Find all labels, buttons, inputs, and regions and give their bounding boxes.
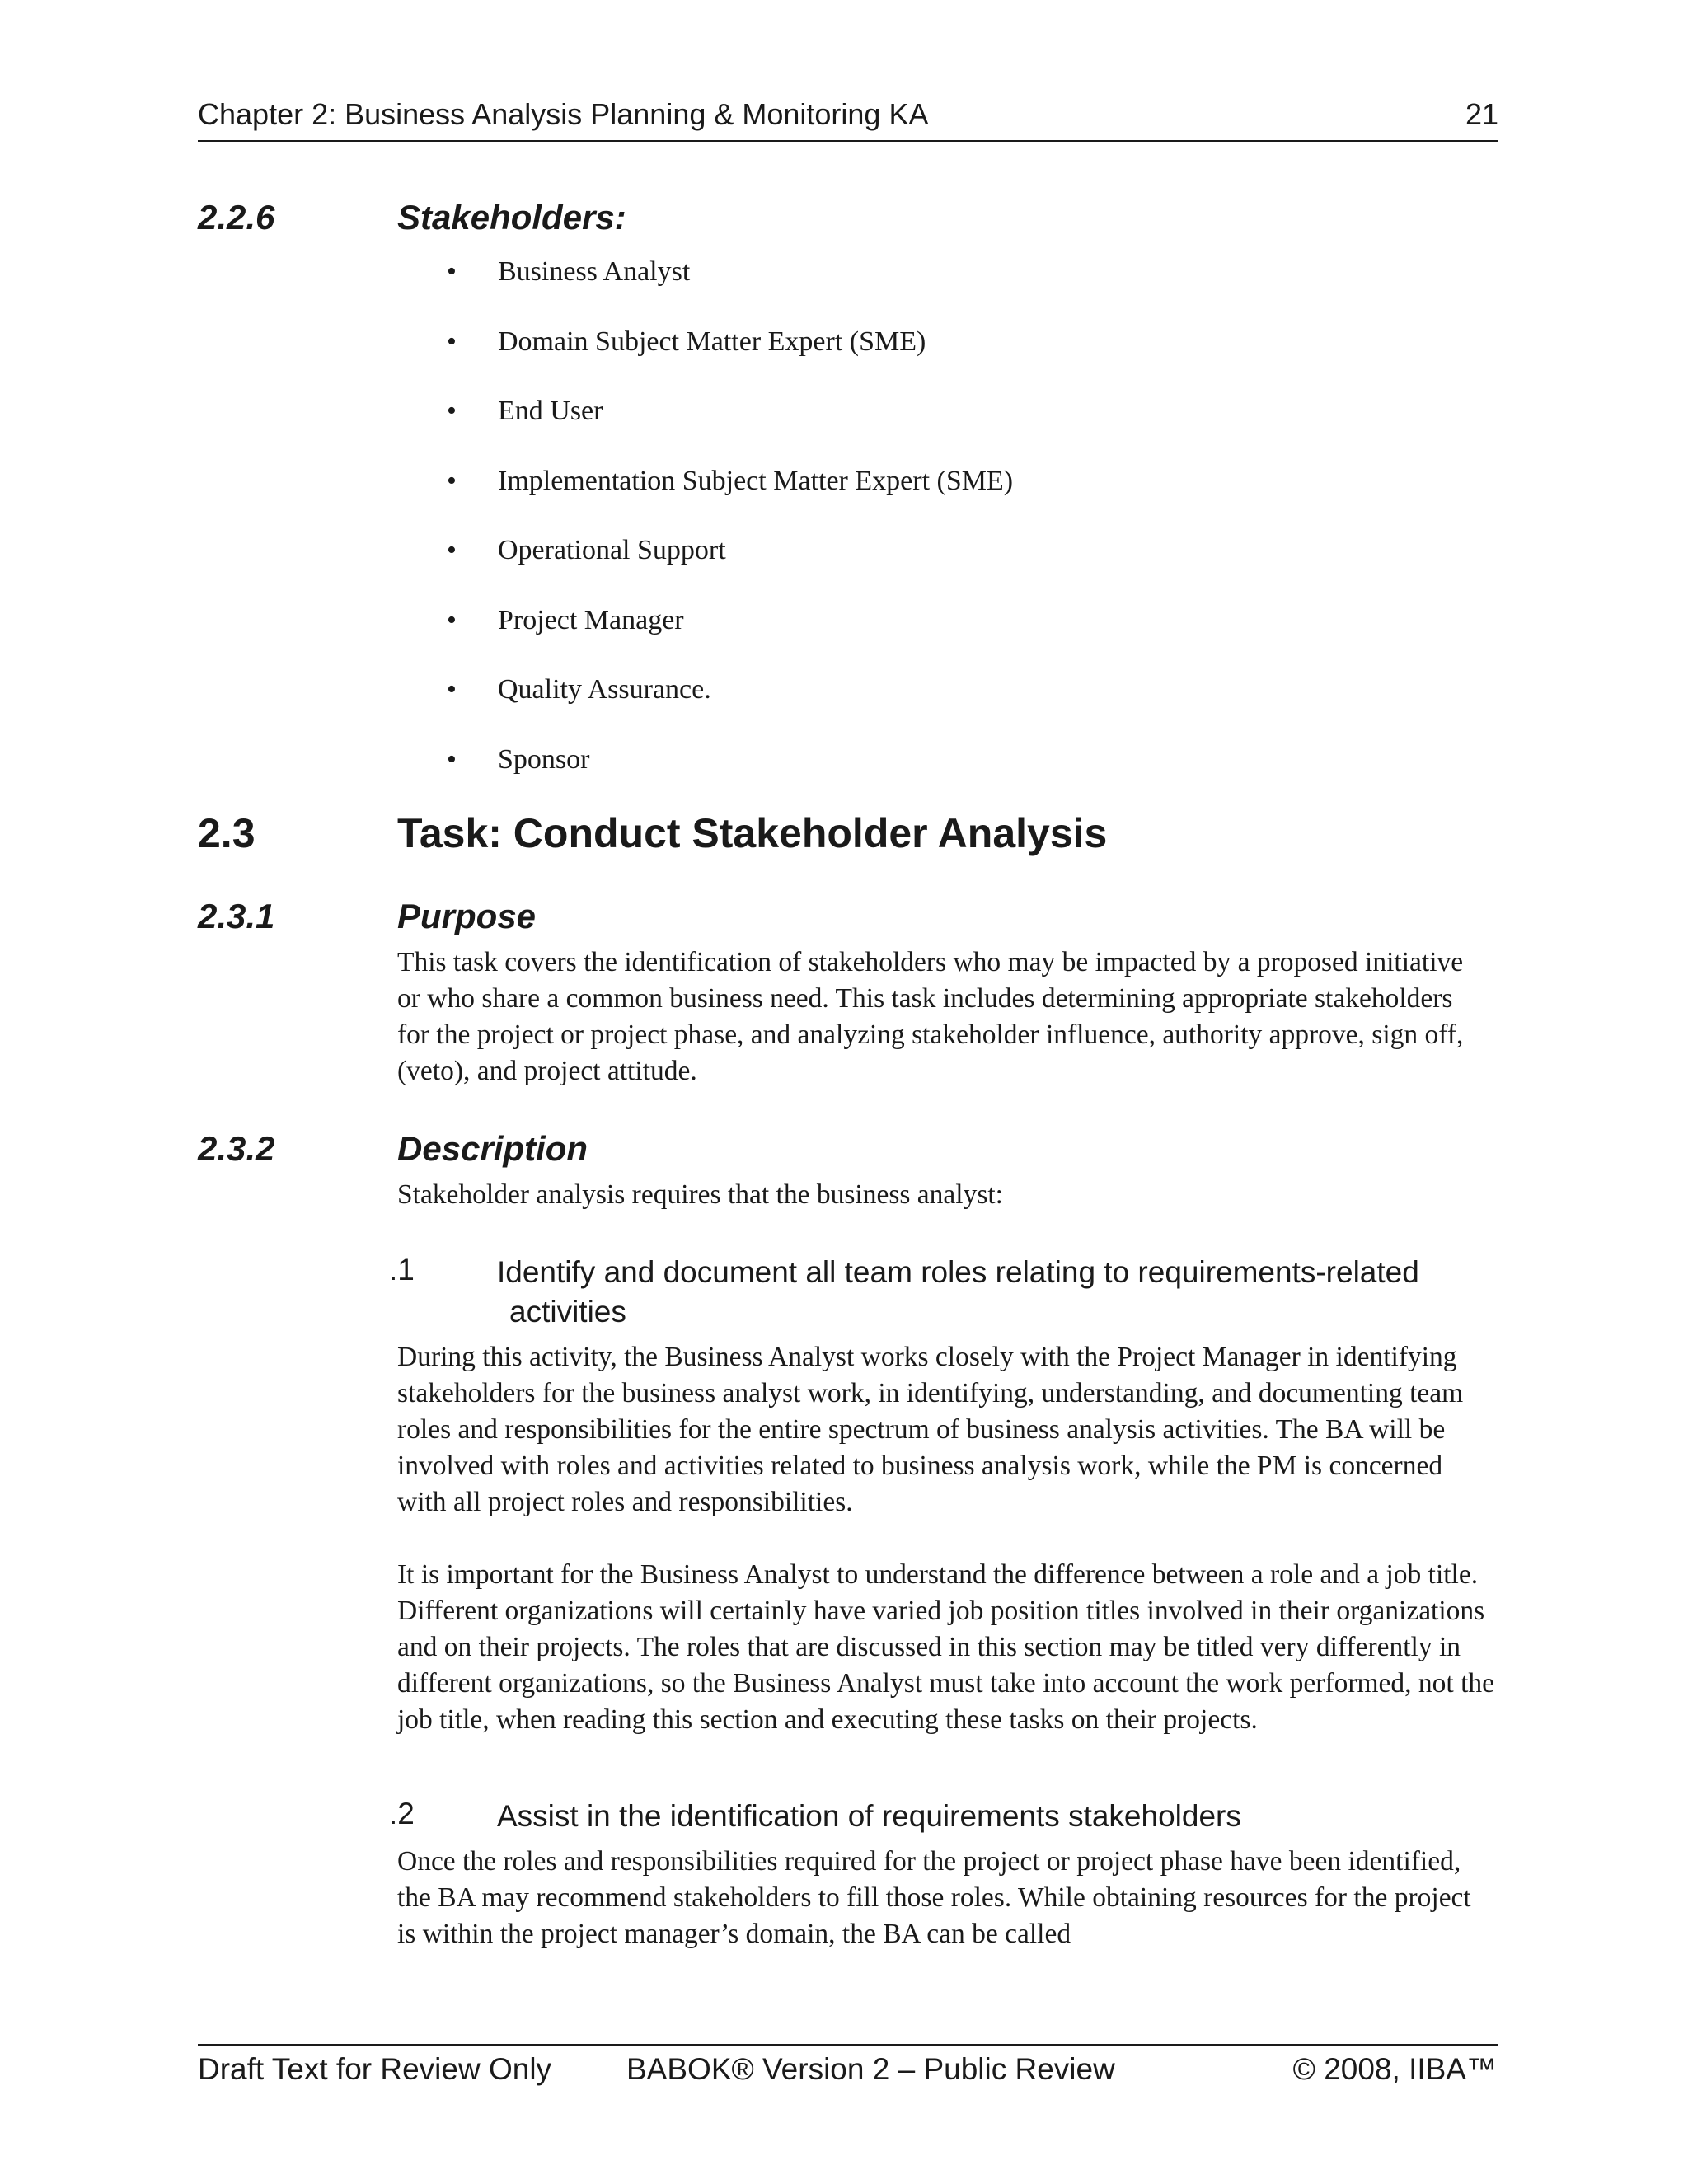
subsection-title-line: Identify and document all team roles relating to requirements-related xyxy=(497,1255,1419,1289)
header-rule xyxy=(198,140,1498,142)
subsection-title-2: Assist in the identification of requirements stakeholders xyxy=(497,1799,1241,1833)
list-item-label: Operational Support xyxy=(498,535,726,565)
section-number-2-3-1: 2.3.1 xyxy=(198,897,275,935)
list-item xyxy=(397,458,1013,528)
section-title-purpose: Purpose xyxy=(397,897,537,935)
list-item xyxy=(397,737,1013,807)
page-number: 21 xyxy=(1465,97,1498,131)
footer-draft-note: Draft Text for Review Only xyxy=(198,2052,552,2086)
bullet-icon: • xyxy=(447,465,457,496)
purpose-paragraph: This task covers the identification of stakeholders who may be impacted by a proposed initiative or who share a common business need. This task includes determining appropriate stakeholders for the project or project phase, and analyzing stakeholder influence, authority approve, sign off, (veto), and project attitude. xyxy=(397,947,1464,1086)
footer-version: BABOK® Version 2 – Public Review xyxy=(626,2052,1115,2086)
bullet-icon: • xyxy=(447,743,457,775)
list-item xyxy=(397,319,1013,389)
roles-paragraph-2: It is important for the Business Analyst to understand the difference between a role and a job title. Different organizations will certainly have varied job position titles involved in their organizations and on their projects. The roles that are discussed in this section may be titled very differently in different organizations, so the Business Analyst must take into account the work performed, not the job title, when reading this section and executing these tasks on their projects. xyxy=(397,1559,1495,1735)
bullet-icon: • xyxy=(447,674,457,705)
list-item-label: Project Manager xyxy=(498,604,684,635)
list-item xyxy=(397,667,1013,737)
subsection-number-1: .1 xyxy=(389,1253,415,1286)
footer-rule xyxy=(198,2044,1498,2046)
roles-paragraph-1: During this activity, the Business Analyst works closely with the Project Manager in identifying stakeholders for the business analyst work, in identifying, understanding, and documenting team roles and responsibilities for the entire spectrum of business analysis activities. The BA will be involved with roles and activities related to business analysis work, while the PM is concerned with all project roles and responsibilities. xyxy=(397,1342,1464,1517)
subsection-title-1 xyxy=(497,1253,1486,1332)
list-item xyxy=(397,527,1013,598)
task-title: Task: Conduct Stakeholder Analysis xyxy=(397,810,1108,856)
bullet-icon: • xyxy=(447,604,457,635)
chapter-title: Chapter 2: Business Analysis Planning & Monitoring KA xyxy=(198,97,929,131)
section-title-stakeholders: Stakeholders: xyxy=(397,198,626,237)
bullet-icon: • xyxy=(447,535,457,565)
subsection-title-line: activities xyxy=(509,1295,626,1329)
list-item-label: Quality Assurance. xyxy=(498,674,711,705)
task-number-2-3: 2.3 xyxy=(198,810,256,856)
bullet-icon: • xyxy=(447,256,457,287)
section-title-description: Description xyxy=(397,1129,588,1168)
running-header xyxy=(198,97,1498,132)
subsection-number-2: .2 xyxy=(389,1797,415,1830)
list-item xyxy=(397,388,1013,458)
stakeholders-paragraph: Once the roles and responsibilities required for the project or project phase have been identified, the BA may recommend stakeholders to fill those roles. While obtaining resources for the project is within the project manager’s domain, the BA can be called xyxy=(397,1846,1471,1949)
description-intro: Stakeholder analysis requires that the business analyst: xyxy=(397,1179,1003,1210)
list-item-label: Business Analyst xyxy=(498,256,691,287)
footer-copyright: © 2008, IIBA™ xyxy=(1292,2052,1497,2086)
list-item-label: Implementation Subject Matter Expert (SME) xyxy=(498,465,1014,496)
list-item xyxy=(397,598,1013,668)
section-number-2-2-6: 2.2.6 xyxy=(198,198,275,237)
section-number-2-3-2: 2.3.2 xyxy=(198,1129,275,1168)
bullet-icon: • xyxy=(447,396,457,426)
list-item-label: Sponsor xyxy=(498,743,590,775)
list-item-label: End User xyxy=(498,396,603,426)
bullet-icon: • xyxy=(447,326,457,357)
list-item-label: Domain Subject Matter Expert (SME) xyxy=(498,326,926,357)
list-item xyxy=(397,249,1013,319)
stakeholder-list xyxy=(397,249,1013,806)
